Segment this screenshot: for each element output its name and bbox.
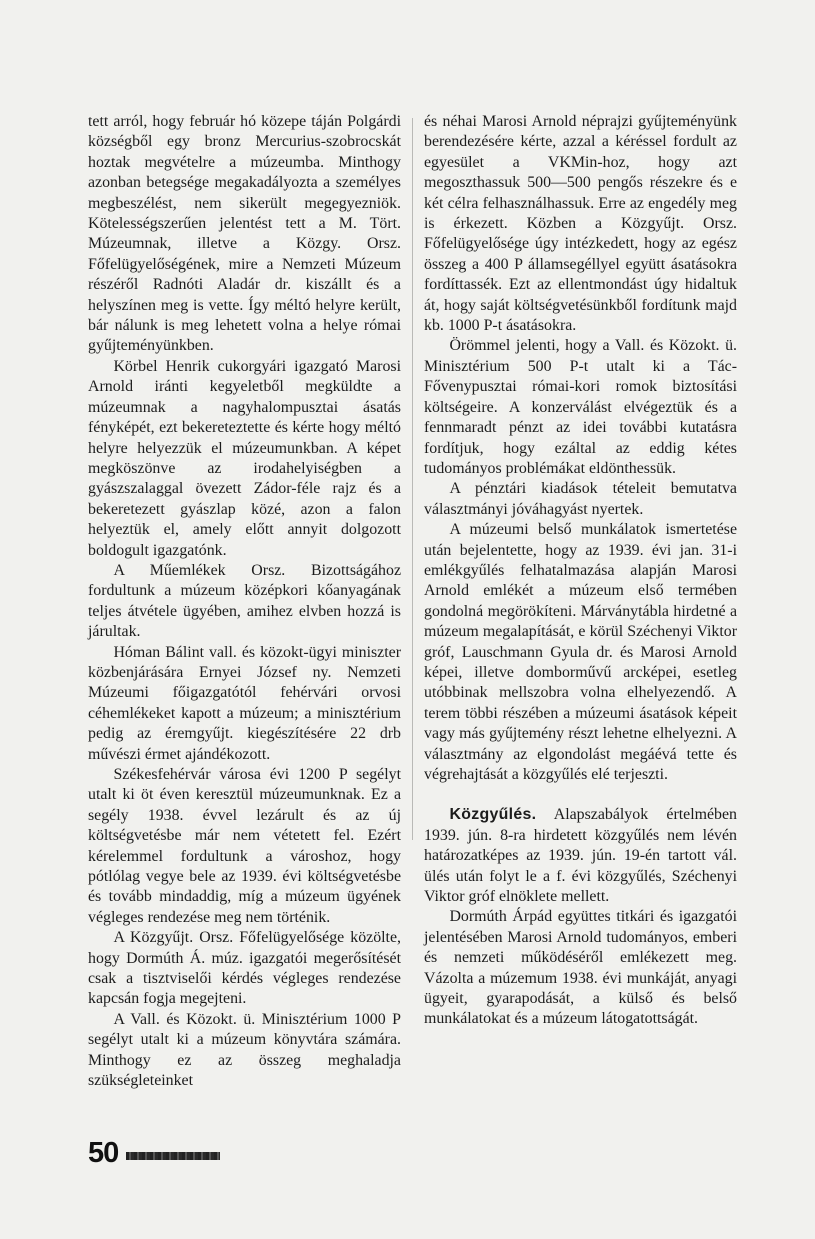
footer-ornament-bar	[126, 1152, 220, 1160]
paragraph	[424, 805, 737, 907]
paragraph-text: tett arról, hogy február hó közepe táján Polgárdi községből egy bronz Mercurius-szobrocskát hoztak megvételre a múzeumba. Minthogy azonban betegsége megakadályozta a személyes megbeszélést, nem sikerült megegyezniök. Kötelességszerűen jelentést tett a M. Tört. Múzeumnak, illetve a Közgy. Orsz. Főfelügyelőségének, mire a Nemzeti Múzeum részéről Radnóti Aladár dr. kiszállt és a helyszínen meg is vette. Így méltó helyre került, bár nálunk is meg lehetett volna a helye római gyűjteményünkben.	[88, 113, 401, 355]
paragraph	[88, 112, 401, 357]
paragraph	[424, 336, 737, 479]
paragraph	[88, 1010, 401, 1092]
paragraph-text: A Vall. és Közokt. ü. Minisztérium 1000 P segélyt utalt ki a múzeum könyvtára számára. Minthogy ez az összeg meghaladja szükségleteinket	[88, 1010, 401, 1090]
paragraph-text: A Közgyűjt. Orsz. Főfelügyelősége közölte, hogy Dormúth Á. múz. igazgatói megerősítését csak a tisztviselői kérdés végleges rendezése kapcsán fogja megejteni.	[88, 929, 401, 1008]
page-number: 50	[88, 1137, 119, 1169]
paragraph	[88, 561, 401, 643]
paragraph	[88, 643, 401, 765]
paragraph	[88, 765, 401, 928]
left-text-column	[88, 112, 401, 1092]
section-heading: Közgyűlés.	[449, 806, 537, 824]
right-text-column	[424, 112, 737, 1030]
paragraph	[424, 112, 737, 336]
page-footer	[88, 1138, 220, 1168]
column-divider	[412, 118, 413, 840]
paragraph-text: A pénztári kiadások tételeit bemutatva választmányi jóváhagyást nyertek.	[424, 480, 737, 518]
paragraph	[424, 520, 737, 785]
paragraph-text: Körbel Henrik cukorgyári igazgató Marosi Arnold iránti kegyeletből megküldte a múzeumnak a nagyhalompusztai ásatás fényképét, ezt bekereteztette és kérte hogy méltó helyre helyezzük el múzeumunkban. A képet megköszönve az irodahelyiségben a gyászszalaggal övezett Zádor-féle rajz és a bekeretezett gyászlap közé, azon a falon helyeztük el, amely előtt annyit dolgozott boldogult igazgatónk.	[88, 357, 401, 559]
paragraph-text: Örömmel jelenti, hogy a Vall. és Közokt. ü. Minisztérium 500 P-t utalt ki a Tác-Fővenypusztai római-kori romok biztosítási költségeire. A konzerválást elvégeztük és a fennmaradt pénzt az idei további kutatásra fordítjuk, hogy ezáltal az eddig kétes tudományos problémákat eldönthessük.	[424, 337, 737, 477]
paragraph	[88, 928, 401, 1010]
paragraph	[88, 357, 401, 561]
paragraph-text: A Műemlékek Orsz. Bizottságához fordultunk a múzeum középkori kőanyagának teljes átvétele ügyében, amihez elvben hozzá is járultak.	[88, 561, 401, 641]
paragraph-text: Székesfehérvár városa évi 1200 P segélyt utalt ki öt éven keresztül múzeumunknak. Ez a segély 1938. évvel lezárult és az új költségvetésbe már nem vétetett fel. Ezért kérelemmel fordultunk a városhoz, hogy pótlólag vegye bele az 1939. évi költségvetésbe és tovább mindaddig, míg a múzeum ügyének végleges rendezése meg nem történik.	[88, 766, 401, 926]
paragraph-text: Alapszabályok értelmében 1939. jún. 8-ra hirdetett közgyűlés nem lévén határozatképes az 1939. jún. 19-én tartott vál. ülés után folyt le a f. évi közgyűlés, Széchenyi Viktor gróf elnöklete mellett.	[424, 806, 737, 906]
paragraph-text: és néhai Marosi Arnold néprajzi gyűjteményünk berendezésére kérte, azzal a kéréssel fordult az egyesület a VKMin-hoz, hogy azt megoszthassuk 500—500 pengős részekre és e két célra felhasználhassuk. Erre az engedély meg is érkezett. Közben a Közgyűjt. Orsz. Főfelügyelősége úgy intézkedett, hogy az egész összeg a 400 P államsegéllyel együtt ásatásokra fordíttassék. Ezt az ellentmondást úgy hidaltuk át, hogy saját költségvetésünkből fordítunk majd kb. 1000 P-t ásatásokra.	[424, 113, 737, 335]
paragraph	[424, 479, 737, 520]
paragraph	[424, 907, 737, 1029]
paragraph-text: Dormúth Árpád együttes titkári és igazgatói jelentésében Marosi Arnold tudományos, emberi és nemzeti működéséről emlékezett meg. Vázolta a múzemum 1938. évi munkáját, anyagi ügyeit, gyarapodását, a külső és belső munkálatokat és a múzeum látogatottságát.	[424, 908, 737, 1028]
paragraph-text: A múzeumi belső munkálatok ismertetése után bejelentette, hogy az 1939. évi jan. 31-i emlékgyűlés felhatalmazása alapján Marosi Arnold emlékét a múzeum első termében gondolná megörökíteni. Márványtábla hirdetné a múzeum megalapítását, e körül Széchenyi Viktor gróf, Lauschmann Gyula dr. és Marosi Arnold képei, illetve domborművű arcképei, esetleg utóbbinak mellszobra volna elhelyezendő. A terem többi részében a múzeumi ásatások képeit vagy más gyűjtemény részt lehetne elhelyezni. A választmány az elgondolást megáévá tette és végrehajtását a közgyűlés elé terjeszti.	[424, 521, 737, 783]
paragraph-text: Hóman Bálint vall. és közokt-ügyi miniszter közbenjárására Ernyei József ny. Nemzeti Múzeumi főigazgatótól fehérvári orvosi céhemlékeket kapott a múzeum; a minisztérium pedig az éremgyűjt. kiegészítésére 22 drb művészi érmet ajándékozott.	[88, 643, 401, 763]
